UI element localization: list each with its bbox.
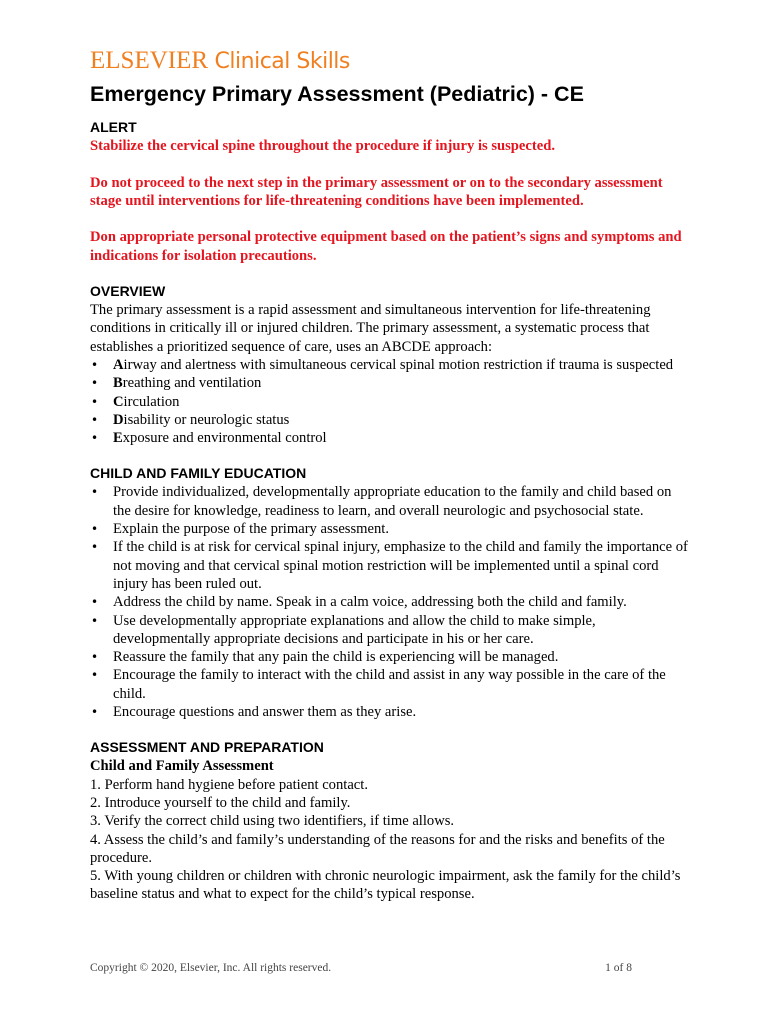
overview-heading: OVERVIEW <box>90 283 166 300</box>
education-list <box>90 483 690 721</box>
list-item: • Breathing and ventilation <box>90 374 690 392</box>
alert-paragraph: Stabilize the cervical spine throughout the procedure if injury is suspected. <box>90 138 555 154</box>
assessment-step: 5. With young children or children with chronic neurologic impairment, ask the family for the child’s baseline status and what to expect for the child’s typical response. <box>90 868 681 903</box>
abcde-list <box>90 356 690 447</box>
list-item: • Provide individualized, developmentally appropriate education to the family and child based on the desire for knowledge, readiness to learn, and overall neurologic and psychosocial state. <box>90 483 690 520</box>
copyright-text: Copyright © 2020, Elsevier, Inc. All rights reserved. <box>90 962 332 974</box>
alert-paragraph: Don appropriate personal protective equipment based on the patient’s signs and symptoms and indications for isolation precautions. <box>90 229 682 264</box>
list-item: • Exposure and environmental control <box>90 429 690 447</box>
logo-product: Clinical Skills <box>214 49 350 74</box>
logo-brand: ELSEVIER <box>90 47 209 74</box>
education-heading: CHILD AND FAMILY EDUCATION <box>90 465 307 482</box>
list-item: • Reassure the family that any pain the child is experiencing will be managed. <box>90 648 690 666</box>
assessment-subheading: Child and Family Assessment <box>90 758 274 775</box>
alert-section <box>90 117 690 265</box>
list-item: • Address the child by name. Speak in a calm voice, addressing both the child and family. <box>90 593 690 611</box>
page-number: 1 of 8 <box>605 962 632 974</box>
list-item: • Use developmentally appropriate explanations and allow the child to make simple, developmentally appropriate decisions and participate in his or her care. <box>90 612 690 649</box>
assessment-step: 3. Verify the correct child using two identifiers, if time allows. <box>90 813 455 830</box>
assessment-step: 2. Introduce yourself to the child and family. <box>90 794 351 811</box>
list-item: • If the child is at risk for cervical spinal injury, emphasize to the child and family the importance of not moving and that cervical spinal motion restriction will be implemented until a spinal cord injury has been ruled out. <box>90 538 690 593</box>
overview-section <box>90 281 690 447</box>
assessment-step: 1. Perform hand hygiene before patient contact. <box>90 776 368 793</box>
list-item: • Airway and alertness with simultaneous cervical spinal motion restriction if trauma is suspected <box>90 356 690 374</box>
overview-intro: The primary assessment is a rapid assessment and simultaneous intervention for life-threatening conditions in critically ill or injured children. The primary assessment, a systematic process that establishes a prioritized sequence of care, uses an ABCDE approach: <box>90 302 651 355</box>
document-body <box>90 117 690 904</box>
list-item: • Explain the purpose of the primary assessment. <box>90 520 690 538</box>
page-title: Emergency Primary Assessment (Pediatric) - CE <box>90 82 584 106</box>
list-item: • Encourage questions and answer them as they arise. <box>90 703 690 721</box>
list-item: • Disability or neurologic status <box>90 411 690 429</box>
assessment-section <box>90 737 690 903</box>
alert-paragraph: Do not proceed to the next step in the primary assessment or on to the secondary assessment stage until interventions for life-threatening conditions have been implemented. <box>90 174 663 209</box>
list-item: • Encourage the family to interact with the child and assist in any way possible in the care of the child. <box>90 666 690 703</box>
assessment-step: 4. Assess the child’s and family’s understanding of the reasons for and the risks and benefits of the procedure. <box>90 831 665 866</box>
page-footer <box>90 962 632 974</box>
assessment-heading: ASSESSMENT AND PREPARATION <box>90 739 324 756</box>
list-item: • Circulation <box>90 393 690 411</box>
education-section <box>90 463 690 721</box>
alert-heading: ALERT <box>90 119 137 135</box>
elsevier-clinical-skills-logo <box>90 44 350 79</box>
